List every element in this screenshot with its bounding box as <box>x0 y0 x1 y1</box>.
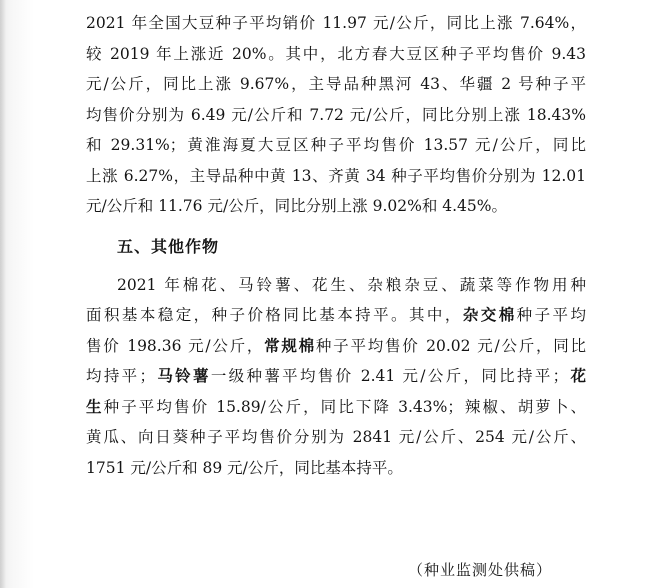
paragraph-line: 元/公斤和 11.76 元/公斤，同比分别上涨 9.02%和 4.45%。 <box>86 197 508 215</box>
document-body <box>86 8 586 483</box>
other-crops-paragraph <box>86 270 586 484</box>
scan-shadow <box>0 0 6 588</box>
text-run: 一级种薯平均售价 2.41 元/公斤，同比持平； <box>210 367 569 385</box>
paragraph-line: 2021 年棉花、马铃薯、花生、杂粮杂豆、蔬菜等作物用种 <box>117 275 586 294</box>
section-heading: 五、其他作物 <box>117 236 220 256</box>
text-run: 均持平； <box>86 367 155 385</box>
paragraph-line: 黄瓜、向日葵种子平均售价分别为 2841 元/公斤、254 元/公斤、 <box>86 428 586 446</box>
paragraph-line <box>86 300 586 331</box>
conventional-cotton-term: 常规棉 <box>264 335 316 355</box>
text-run: 种子平均 <box>516 306 586 324</box>
source-credit: （种业监测处供稿） <box>407 561 552 579</box>
paragraph-line <box>86 331 586 362</box>
paragraph-line: 上涨 6.27%，主导品种中黄 13、齐黄 34 种子平均售价分别为 12.01 <box>86 166 586 185</box>
potato-term: 马铃薯 <box>155 366 211 385</box>
paragraph-line: 2021 年全国大豆种子平均销价 11.97 元/公斤，同比上涨 7.64%， <box>86 14 586 32</box>
peanut-term-start: 花 <box>568 366 586 385</box>
paragraph-line: 元/公斤，同比上涨 9.67%，主导品种黑河 43、华疆 2 号种子平 <box>86 75 586 93</box>
peanut-term-end: 生 <box>86 396 104 416</box>
paragraph-line: 和 29.31%；黄淮海夏大豆区种子平均售价 13.57 元/公斤，同比 <box>86 136 586 154</box>
paragraph-line: 1751 元/公斤和 89 元/公斤，同比基本持平。 <box>86 458 403 477</box>
paragraph-line <box>86 361 586 392</box>
paragraph-line: 较 2019 年上涨近 20%。其中，北方春大豆区种子平均售价 9.43 <box>86 44 586 63</box>
text-run: 种子平均售价 20.02 元/公斤，同比 <box>315 336 586 355</box>
paragraph-line <box>86 392 586 423</box>
text-run: 种子平均售价 15.89/公斤，同比下降 3.43%；辣椒、胡萝卜、 <box>103 397 586 416</box>
paragraph-line: 均售价分别为 6.49 元/公斤和 7.72 元/公斤，同比分别上涨 18.43% <box>86 105 586 124</box>
soybean-price-paragraph <box>86 8 586 222</box>
hybrid-cotton-term: 杂交棉 <box>462 305 517 324</box>
text-run: 售价 198.36 元/公斤， <box>86 336 265 355</box>
text-run: 面积基本稳定，种子价格同比基本持平。其中， <box>86 306 463 324</box>
